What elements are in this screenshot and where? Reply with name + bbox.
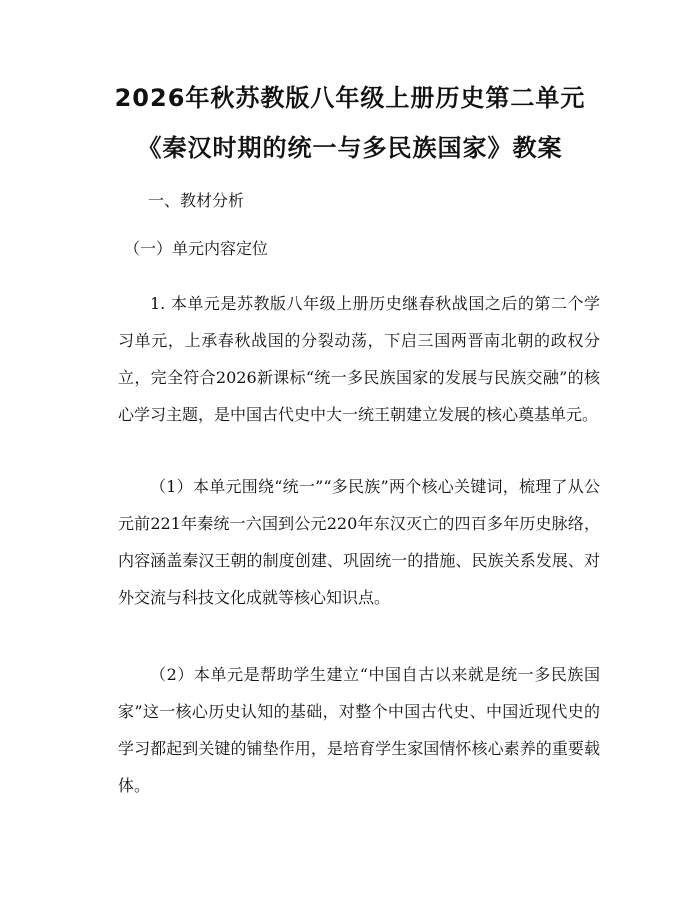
paragraph-unit-significance: （2）本单元是帮助学生建立“中国自古以来就是统一多民族国家”这一核心历史认知的基础，对整个中国古代史、中国近现代史的学习都起到关键的铺垫作用，是培育学生家国情怀核心素养的重要载体。 — [118, 665, 600, 795]
subsection-heading: （一）单元内容定位 — [124, 239, 269, 258]
section-heading: 一、教材分析 — [148, 191, 245, 210]
paragraph-core-keywords: （1）本单元围绕“统一”“多民族”两个核心关键词，梳理了从公元前221年秦统一六国到公元220年东汉灭亡的四百多年历史脉络，内容涵盖秦汉王朝的制度创建、巩固统一的措施、民族关系发展、对外交流与科技文化成就等核心知识点。 — [118, 477, 600, 607]
document-title-line-1: 2026年秋苏教版八年级上册历史第二单元 — [114, 84, 586, 112]
document-title-line-2: 《秦汉时期的统一与多民族国家》教案 — [137, 134, 563, 162]
paragraph-unit-position: 1. 本单元是苏教版八年级上册历史继春秋战国之后的第二个学习单元，上承春秋战国的分裂动荡，下启三国两晋南北朝的政权分立，完全符合2026新课标“统一多民族国家的发展与民族交融”的核心学习主题，是中国古代史中大一统王朝建立发展的核心奠基单元。 — [118, 294, 600, 424]
